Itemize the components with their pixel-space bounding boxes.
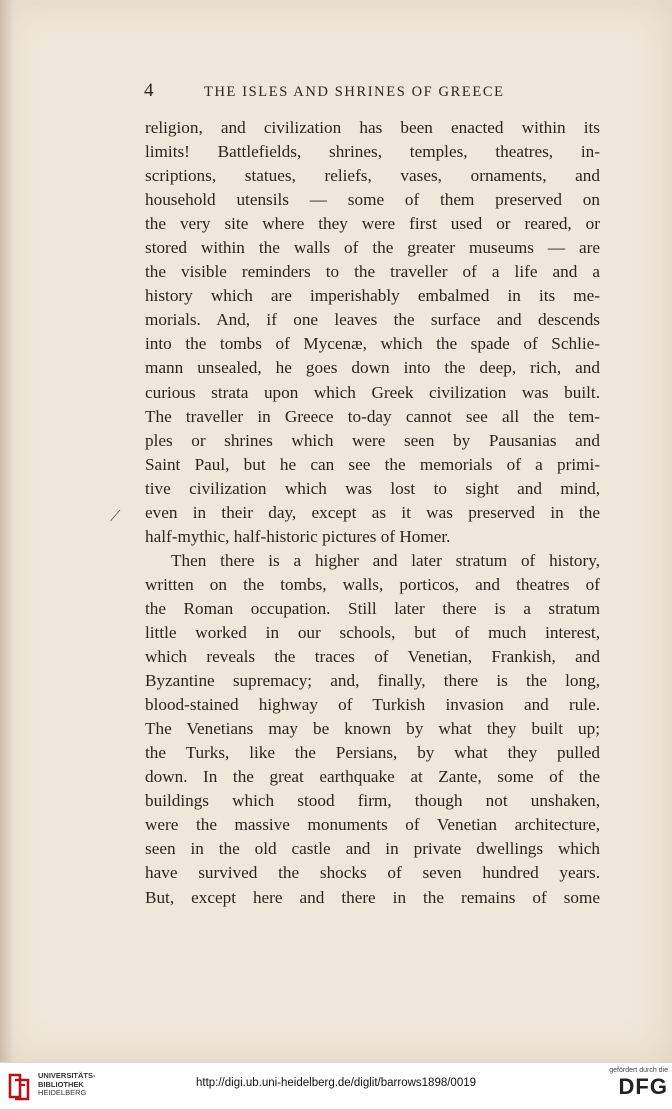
text-line: scriptions, statues, reliefs, vases, ornaments, and bbox=[145, 166, 600, 186]
gutter-shadow bbox=[0, 0, 14, 1062]
text-line: even in their day, except as it was preserved in the bbox=[145, 502, 600, 522]
text-line: Saint Paul, but he can see the memorials of a primi- bbox=[145, 454, 600, 474]
text-line: Then there is a higher and later stratum of history, bbox=[171, 550, 600, 570]
text-line: ples or shrines which were seen by Pausanias and bbox=[145, 430, 600, 450]
text-line: household utensils — some of them preserved on bbox=[145, 190, 600, 210]
text-line: into the tombs of Mycenæ, which the spade of Schlie- bbox=[145, 334, 600, 354]
text-line: The Venetians may be known by what they built up; bbox=[145, 719, 600, 739]
running-head: THE ISLES AND SHRINES OF GREECE bbox=[204, 84, 505, 100]
text-line: buildings which stood firm, though not unshaken, bbox=[145, 791, 600, 811]
text-line: The traveller in Greece to-day cannot see all the tem- bbox=[145, 406, 600, 426]
funder-block bbox=[592, 1067, 668, 1100]
dfg-logo: DFG bbox=[618, 1074, 668, 1099]
text-line: the Turks, like the Persians, by what they pulled bbox=[145, 743, 600, 763]
text-line: stored within the walls of the greater museums — are bbox=[145, 238, 600, 258]
text-line: limits! Battlefields, shrines, temples, theatres, in- bbox=[145, 142, 600, 162]
margin-pencil-mark: ⟋ bbox=[110, 509, 121, 525]
text-line: tive civilization which was lost to sight and mind, bbox=[145, 478, 600, 498]
text-line: the very site where they were first used or reared, or bbox=[145, 214, 600, 234]
text-line: down. In the great earthquake at Zante, some of the bbox=[145, 767, 600, 787]
text-line: blood-stained highway of Turkish invasion and rule. bbox=[145, 695, 600, 715]
text-line: written on the tombs, walls, porticos, and theatres of bbox=[145, 574, 600, 594]
text-line: which reveals the traces of Venetian, Frankish, and bbox=[145, 647, 600, 667]
footer-bar bbox=[0, 1062, 672, 1109]
library-name-line: HEIDELBERG bbox=[38, 1088, 87, 1098]
permalink-link[interactable]: http://digi.ub.uni-heidelberg.de/diglit/barrows1898/0019 bbox=[195, 1077, 477, 1089]
text-line: seen in the old castle and in private dwellings which bbox=[145, 839, 600, 859]
text-line: the Roman occupation. Still later there is a stratum bbox=[145, 598, 600, 618]
library-name-line: UNIVERSITÄTS- bbox=[38, 1071, 96, 1080]
library-name-line: BIBLIOTHEK bbox=[38, 1079, 84, 1089]
text-line: have survived the shocks of seven hundred years. bbox=[145, 863, 600, 883]
text-line: mann unsealed, he goes down into the deep, rich, and bbox=[145, 358, 600, 378]
funder-note: gefördert durch die bbox=[609, 1067, 668, 1074]
text-line: history which are imperishably embalmed in its me- bbox=[145, 286, 600, 306]
text-line: were the massive monuments of Venetian architecture, bbox=[145, 815, 600, 835]
text-line: Byzantine supremacy; and, finally, there is the long, bbox=[145, 671, 600, 691]
text-line: morials. And, if one leaves the surface and descends bbox=[145, 310, 600, 330]
text-line: religion, and civilization has been enacted within its bbox=[145, 118, 600, 137]
text-line: the visible reminders to the traveller of a life and a bbox=[145, 262, 600, 282]
page-header bbox=[140, 80, 600, 104]
text-line: But, except here and there in the remains of some bbox=[145, 887, 600, 907]
text-line: half-mythic, half-historic pictures of Homer. bbox=[145, 526, 451, 546]
body-text bbox=[145, 116, 600, 910]
text-line: curious strata upon which Greek civilization was built. bbox=[145, 382, 600, 402]
page-number: 4 bbox=[144, 80, 154, 101]
text-line: little worked in our schools, but of much interest, bbox=[145, 622, 600, 642]
